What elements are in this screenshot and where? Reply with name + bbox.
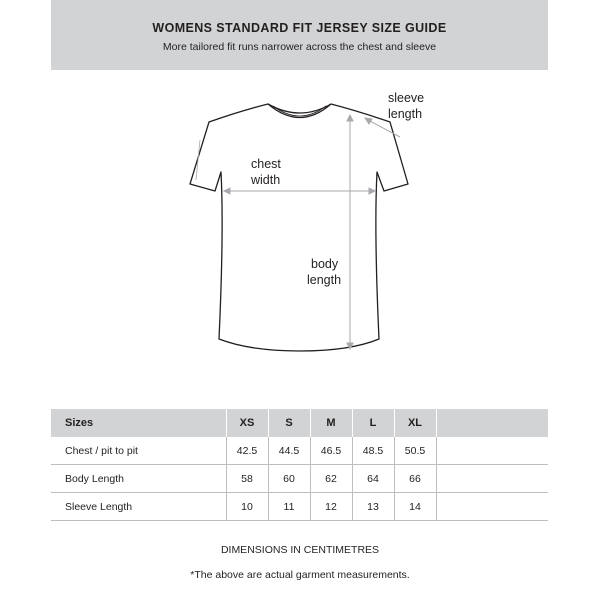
table-cell: 48.5 — [352, 437, 394, 465]
header-xs: XS — [226, 409, 268, 437]
row-label: Chest / pit to pit — [51, 437, 226, 465]
table-cell: 58 — [226, 465, 268, 493]
chest-width-label-line1: chest — [251, 157, 281, 171]
table-cell: 11 — [268, 493, 310, 521]
row-label: Body Length — [51, 465, 226, 493]
sleeve-length-label-line2: length — [388, 107, 423, 121]
chest-width-label-line2: width — [251, 173, 281, 187]
units-note: DIMENSIONS IN CENTIMETRES — [220, 544, 380, 556]
table-cell: 10 — [226, 493, 268, 521]
table-row — [51, 465, 548, 493]
table-cell: 44.5 — [268, 437, 310, 465]
table-cell-spacer — [436, 493, 548, 521]
table-cell: 62 — [310, 465, 352, 493]
table-cell: 12 — [310, 493, 352, 521]
sleeve-length-label — [388, 90, 424, 122]
table-cell: 13 — [352, 493, 394, 521]
header-xl: XL — [394, 409, 436, 437]
page-subtitle: More tailored fit runs narrower across the chest and sleeve — [162, 41, 437, 53]
table-cell: 64 — [352, 465, 394, 493]
table-cell-spacer — [436, 437, 548, 465]
table-row — [51, 437, 548, 465]
page-title: WOMENS STANDARD FIT JERSEY SIZE GUIDE — [152, 21, 447, 35]
table-cell: 46.5 — [310, 437, 352, 465]
body-length-label-line2: length — [307, 273, 342, 287]
header-m: M — [310, 409, 352, 437]
row-label: Sleeve Length — [51, 493, 226, 521]
table-cell: 66 — [394, 465, 436, 493]
header-spacer — [436, 409, 548, 437]
body-length-label-line1: body — [311, 257, 339, 271]
table-cell: 60 — [268, 465, 310, 493]
header-s: S — [268, 409, 310, 437]
header-sizes: Sizes — [51, 409, 226, 437]
tshirt-outline — [190, 104, 408, 351]
table-cell: 50.5 — [394, 437, 436, 465]
body-length-label — [307, 256, 341, 288]
header-l: L — [352, 409, 394, 437]
chest-width-label — [251, 156, 281, 188]
table-header-row — [51, 409, 548, 437]
table-cell: 14 — [394, 493, 436, 521]
table-row — [51, 493, 548, 521]
table-cell-spacer — [436, 465, 548, 493]
table-cell: 42.5 — [226, 437, 268, 465]
sleeve-length-label-line1: sleeve — [388, 91, 425, 105]
measurement-note: *The above are actual garment measurements. — [190, 569, 410, 581]
size-table — [51, 409, 548, 521]
